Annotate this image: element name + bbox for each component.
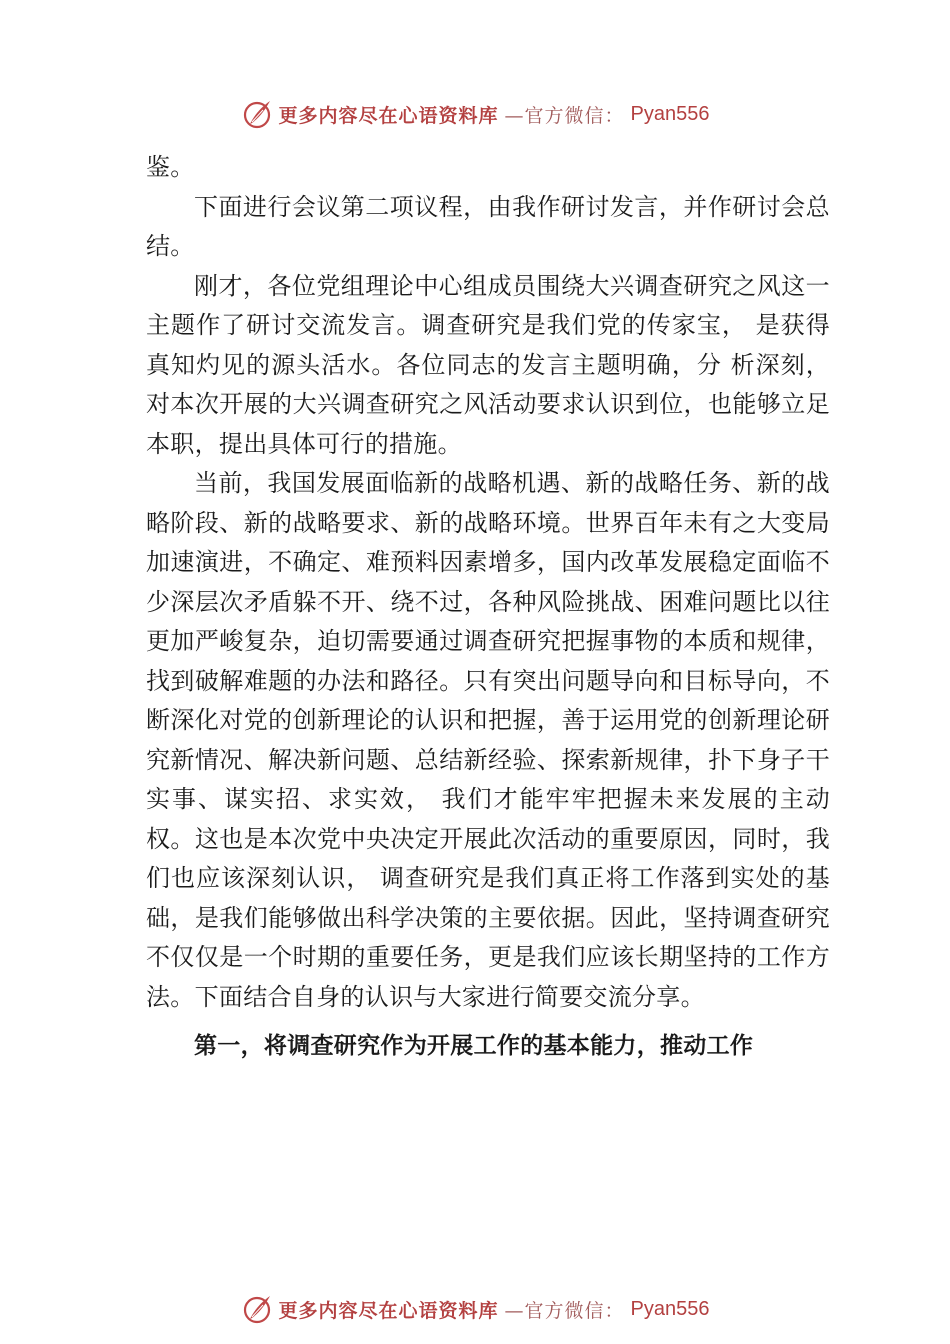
paragraph-current-situation: 当前，我国发展面临新的战略机遇、新的战略任务、新的战略阶段、新的战略要求、新的战略环境。世界百年未有之大变局加速演进，不确定、难预料因素增多，国内改革发展稳定面临不少深层次矛盾躲不开、绕不过，各种风险挑战、困难问题比以往更加严峻复杂，迫切需要通过调查研究把握事物的本质和规律，找到破解难题的办法和路径。只有突出问题导向和目标导向，不断深化对党的创新理论的认识和把握，善于运用党的创新理论研究新情况、解决新问题、总结新经验、探索新规律，扑下身子干实事、谋实招、求实效， 我们才能牢牢把握未来发展的主动权。这也是本次党中央决定开展此次活动的重要原因，同时，我们也应该深刻认识， 调查研究是我们真正将工作落到实处的基础，是我们能够做出科学决策的主要依据。因此，坚持调查研究不仅仅是一个时期的重要任务，更是我们应该长期坚持的工作方法。下面结合自身的认识与大家进行简要交流分享。 bbox=[146, 469, 830, 1011]
banner-wechat-id: Pyan556 bbox=[630, 1297, 710, 1320]
banner-wechat-id: Pyan556 bbox=[630, 102, 710, 125]
section-heading-first: 第一，将调查研究作为开展工作的基本能力，推动工作 bbox=[194, 1033, 754, 1059]
header-watermark-banner bbox=[0, 94, 950, 134]
feather-quill-icon bbox=[241, 98, 273, 130]
paragraph-continuation: 鉴。 bbox=[146, 153, 195, 181]
banner-main-text: 更多内容尽在心语资料库 bbox=[278, 1299, 499, 1322]
paragraph-agenda: 下面进行会议第二项议程，由我作研讨发言，并作研讨会总结。 bbox=[146, 192, 830, 260]
feather-quill-icon bbox=[241, 1293, 273, 1325]
banner-main-text: 更多内容尽在心语资料库 bbox=[278, 104, 499, 127]
banner-dash-text: —官方微信： bbox=[504, 104, 625, 127]
banner-dash-text: —官方微信： bbox=[504, 1299, 625, 1322]
footer-watermark-banner bbox=[0, 1289, 950, 1329]
document-body bbox=[146, 148, 830, 1067]
paragraph-discussion-summary: 刚才，各位党组理论中心组成员围绕大兴调查研究之风这一主题作了研讨交流发言。调查研究是我们党的传家宝， 是获得真知灼见的源头活水。各位同志的发言主题明确，分 析深刻，对本次开展的大兴调查研究之风活动要求认识到位，也能够立足本职，提出具体可行的措施。 bbox=[146, 271, 830, 458]
